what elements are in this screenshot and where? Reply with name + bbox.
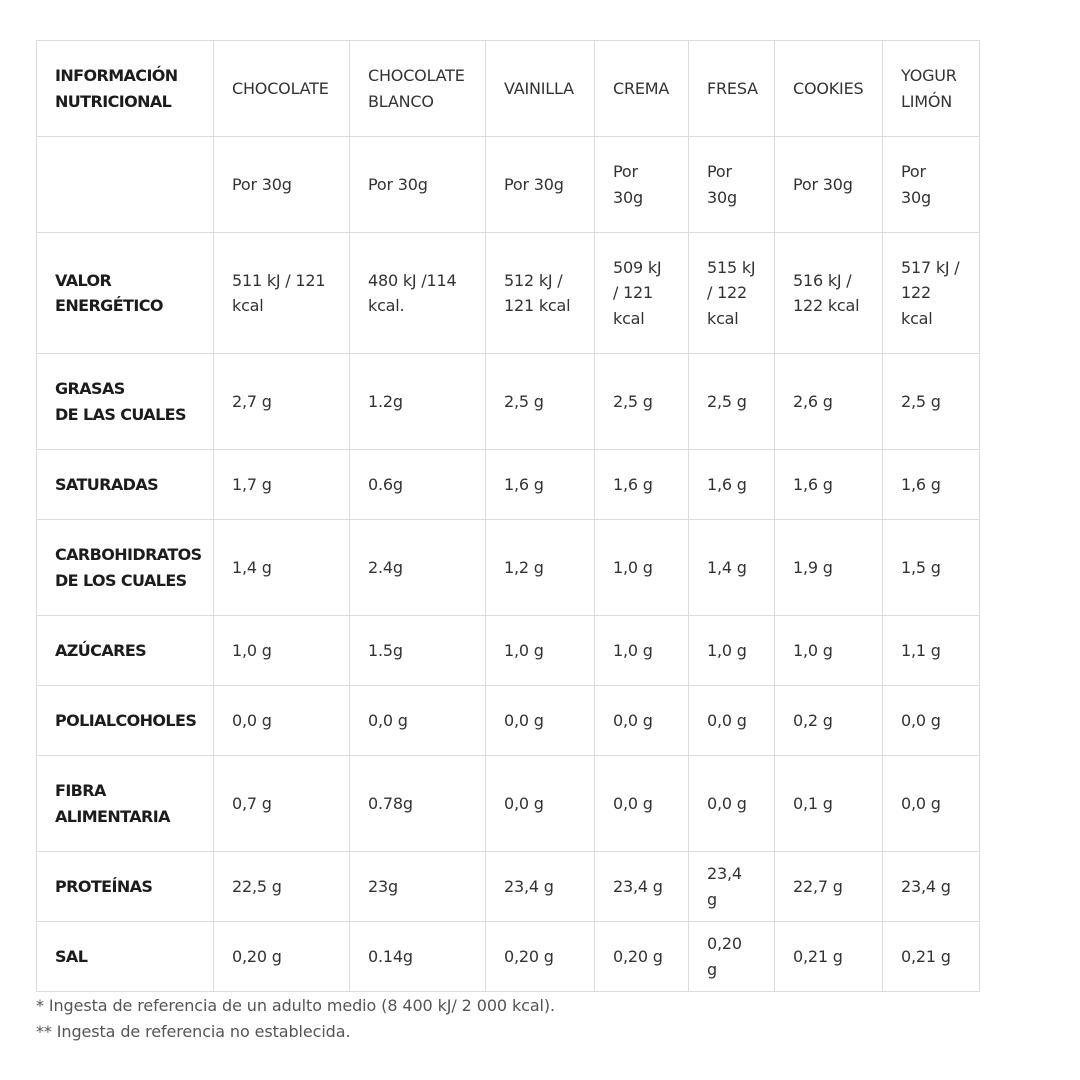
value-cell: 23,4 g [883,852,980,922]
flavor-header: FRESA [689,41,775,137]
value-cell: 1,6 g [595,450,689,520]
nutrient-row-energy [37,233,980,354]
value-cell: 0,0 g [595,686,689,756]
value-cell: 0,0 g [689,686,775,756]
row-label: SAL [37,922,214,992]
serving-row [37,137,980,233]
value-cell: 1,0 g [486,616,595,686]
value-cell: 23,4 g [486,852,595,922]
flavor-header: VAINILLA [486,41,595,137]
value-cell: 0,20 g [214,922,350,992]
flavor-header: CHOCOLATE [214,41,350,137]
nutrient-row-fiber [37,756,980,852]
value-cell: 0.6g [350,450,486,520]
nutrient-row-salt [37,922,980,992]
value-cell: 0,0 g [486,686,595,756]
value-cell: 0,20 g [689,922,775,992]
value-cell: 1,0 g [595,520,689,616]
nutrient-row-protein [37,852,980,922]
value-cell: 1.5g [350,616,486,686]
value-cell: 0,0 g [883,686,980,756]
value-cell: 0,20 g [595,922,689,992]
value-cell: 1,1 g [883,616,980,686]
row-label: VALOR ENERGÉTICO [37,233,214,354]
value-cell: 23,4 g [595,852,689,922]
row-label: POLIALCOHOLES [37,686,214,756]
value-cell: 23g [350,852,486,922]
nutrient-row-saturated [37,450,980,520]
value-cell: 2,5 g [883,354,980,450]
flavor-header: CHOCOLATE BLANCO [350,41,486,137]
value-cell: 0,20 g [486,922,595,992]
value-cell: 22,5 g [214,852,350,922]
serving-cell: Por 30g [775,137,883,233]
value-cell: 0,21 g [883,922,980,992]
value-cell: 1,2 g [486,520,595,616]
footnote-reference-intake: * Ingesta de referencia de un adulto medio (8 400 kJ/ 2 000 kcal). [36,996,556,1015]
serving-cell: Por 30g [350,137,486,233]
value-cell: 1.2g [350,354,486,450]
value-cell: 1,0 g [775,616,883,686]
value-cell: 1,6 g [689,450,775,520]
value-cell: 1,7 g [214,450,350,520]
row-label: FIBRA ALIMENTARIA [37,756,214,852]
value-cell: 1,5 g [883,520,980,616]
row-label: AZÚCARES [37,616,214,686]
serving-cell: Por 30g [595,137,689,233]
value-cell: 2.4g [350,520,486,616]
value-cell: 1,4 g [689,520,775,616]
value-cell: 0,0 g [883,756,980,852]
nutrient-row-fat [37,354,980,450]
value-cell: 0,2 g [775,686,883,756]
serving-cell: Por 30g [486,137,595,233]
header-row [37,41,980,137]
footnote-not-established: ** Ingesta de referencia no establecida. [36,1021,351,1041]
value-cell: 0,7 g [214,756,350,852]
value-cell: 0.78g [350,756,486,852]
value-cell: 22,7 g [775,852,883,922]
value-cell: 1,0 g [595,616,689,686]
nutrient-row-sugars [37,616,980,686]
value-cell: 2,5 g [595,354,689,450]
row-label: PROTEÍNAS [37,852,214,922]
value-cell: 0,0 g [214,686,350,756]
row-label: SATURADAS [37,450,214,520]
value-cell: 1,4 g [214,520,350,616]
serving-cell: Por 30g [883,137,980,233]
value-cell: 1,6 g [883,450,980,520]
header-label: INFORMACIÓN NUTRICIONAL [37,41,214,137]
flavor-header: YOGUR LIMÓN [883,41,980,137]
footnotes [36,993,555,1044]
value-cell: 0,0 g [486,756,595,852]
value-cell: 516 kJ / 122 kcal [775,233,883,354]
value-cell: 0,0 g [350,686,486,756]
value-cell: 0.14g [350,922,486,992]
value-cell: 1,0 g [689,616,775,686]
row-label: GRASAS DE LAS CUALES [37,354,214,450]
value-cell: 0,1 g [775,756,883,852]
value-cell: 2,5 g [689,354,775,450]
value-cell: 480 kJ /114 kcal. [350,233,486,354]
value-cell: 2,6 g [775,354,883,450]
nutrient-row-carbs [37,520,980,616]
flavor-header: CREMA [595,41,689,137]
serving-cell: Por 30g [689,137,775,233]
value-cell: 509 kJ / 121 kcal [595,233,689,354]
row-label: CARBOHIDRATOS DE LOS CUALES [37,520,214,616]
value-cell: 0,21 g [775,922,883,992]
serving-label [37,137,214,233]
value-cell: 1,6 g [486,450,595,520]
value-cell: 23,4 g [689,852,775,922]
value-cell: 1,6 g [775,450,883,520]
value-cell: 1,0 g [214,616,350,686]
flavor-header: COOKIES [775,41,883,137]
nutrition-table [36,40,980,992]
value-cell: 2,5 g [486,354,595,450]
value-cell: 1,9 g [775,520,883,616]
value-cell: 512 kJ / 121 kcal [486,233,595,354]
value-cell: 0,0 g [689,756,775,852]
value-cell: 517 kJ / 122 kcal [883,233,980,354]
nutrient-row-polyols [37,686,980,756]
value-cell: 515 kJ / 122 kcal [689,233,775,354]
serving-cell: Por 30g [214,137,350,233]
value-cell: 2,7 g [214,354,350,450]
value-cell: 511 kJ / 121 kcal [214,233,350,354]
value-cell: 0,0 g [595,756,689,852]
